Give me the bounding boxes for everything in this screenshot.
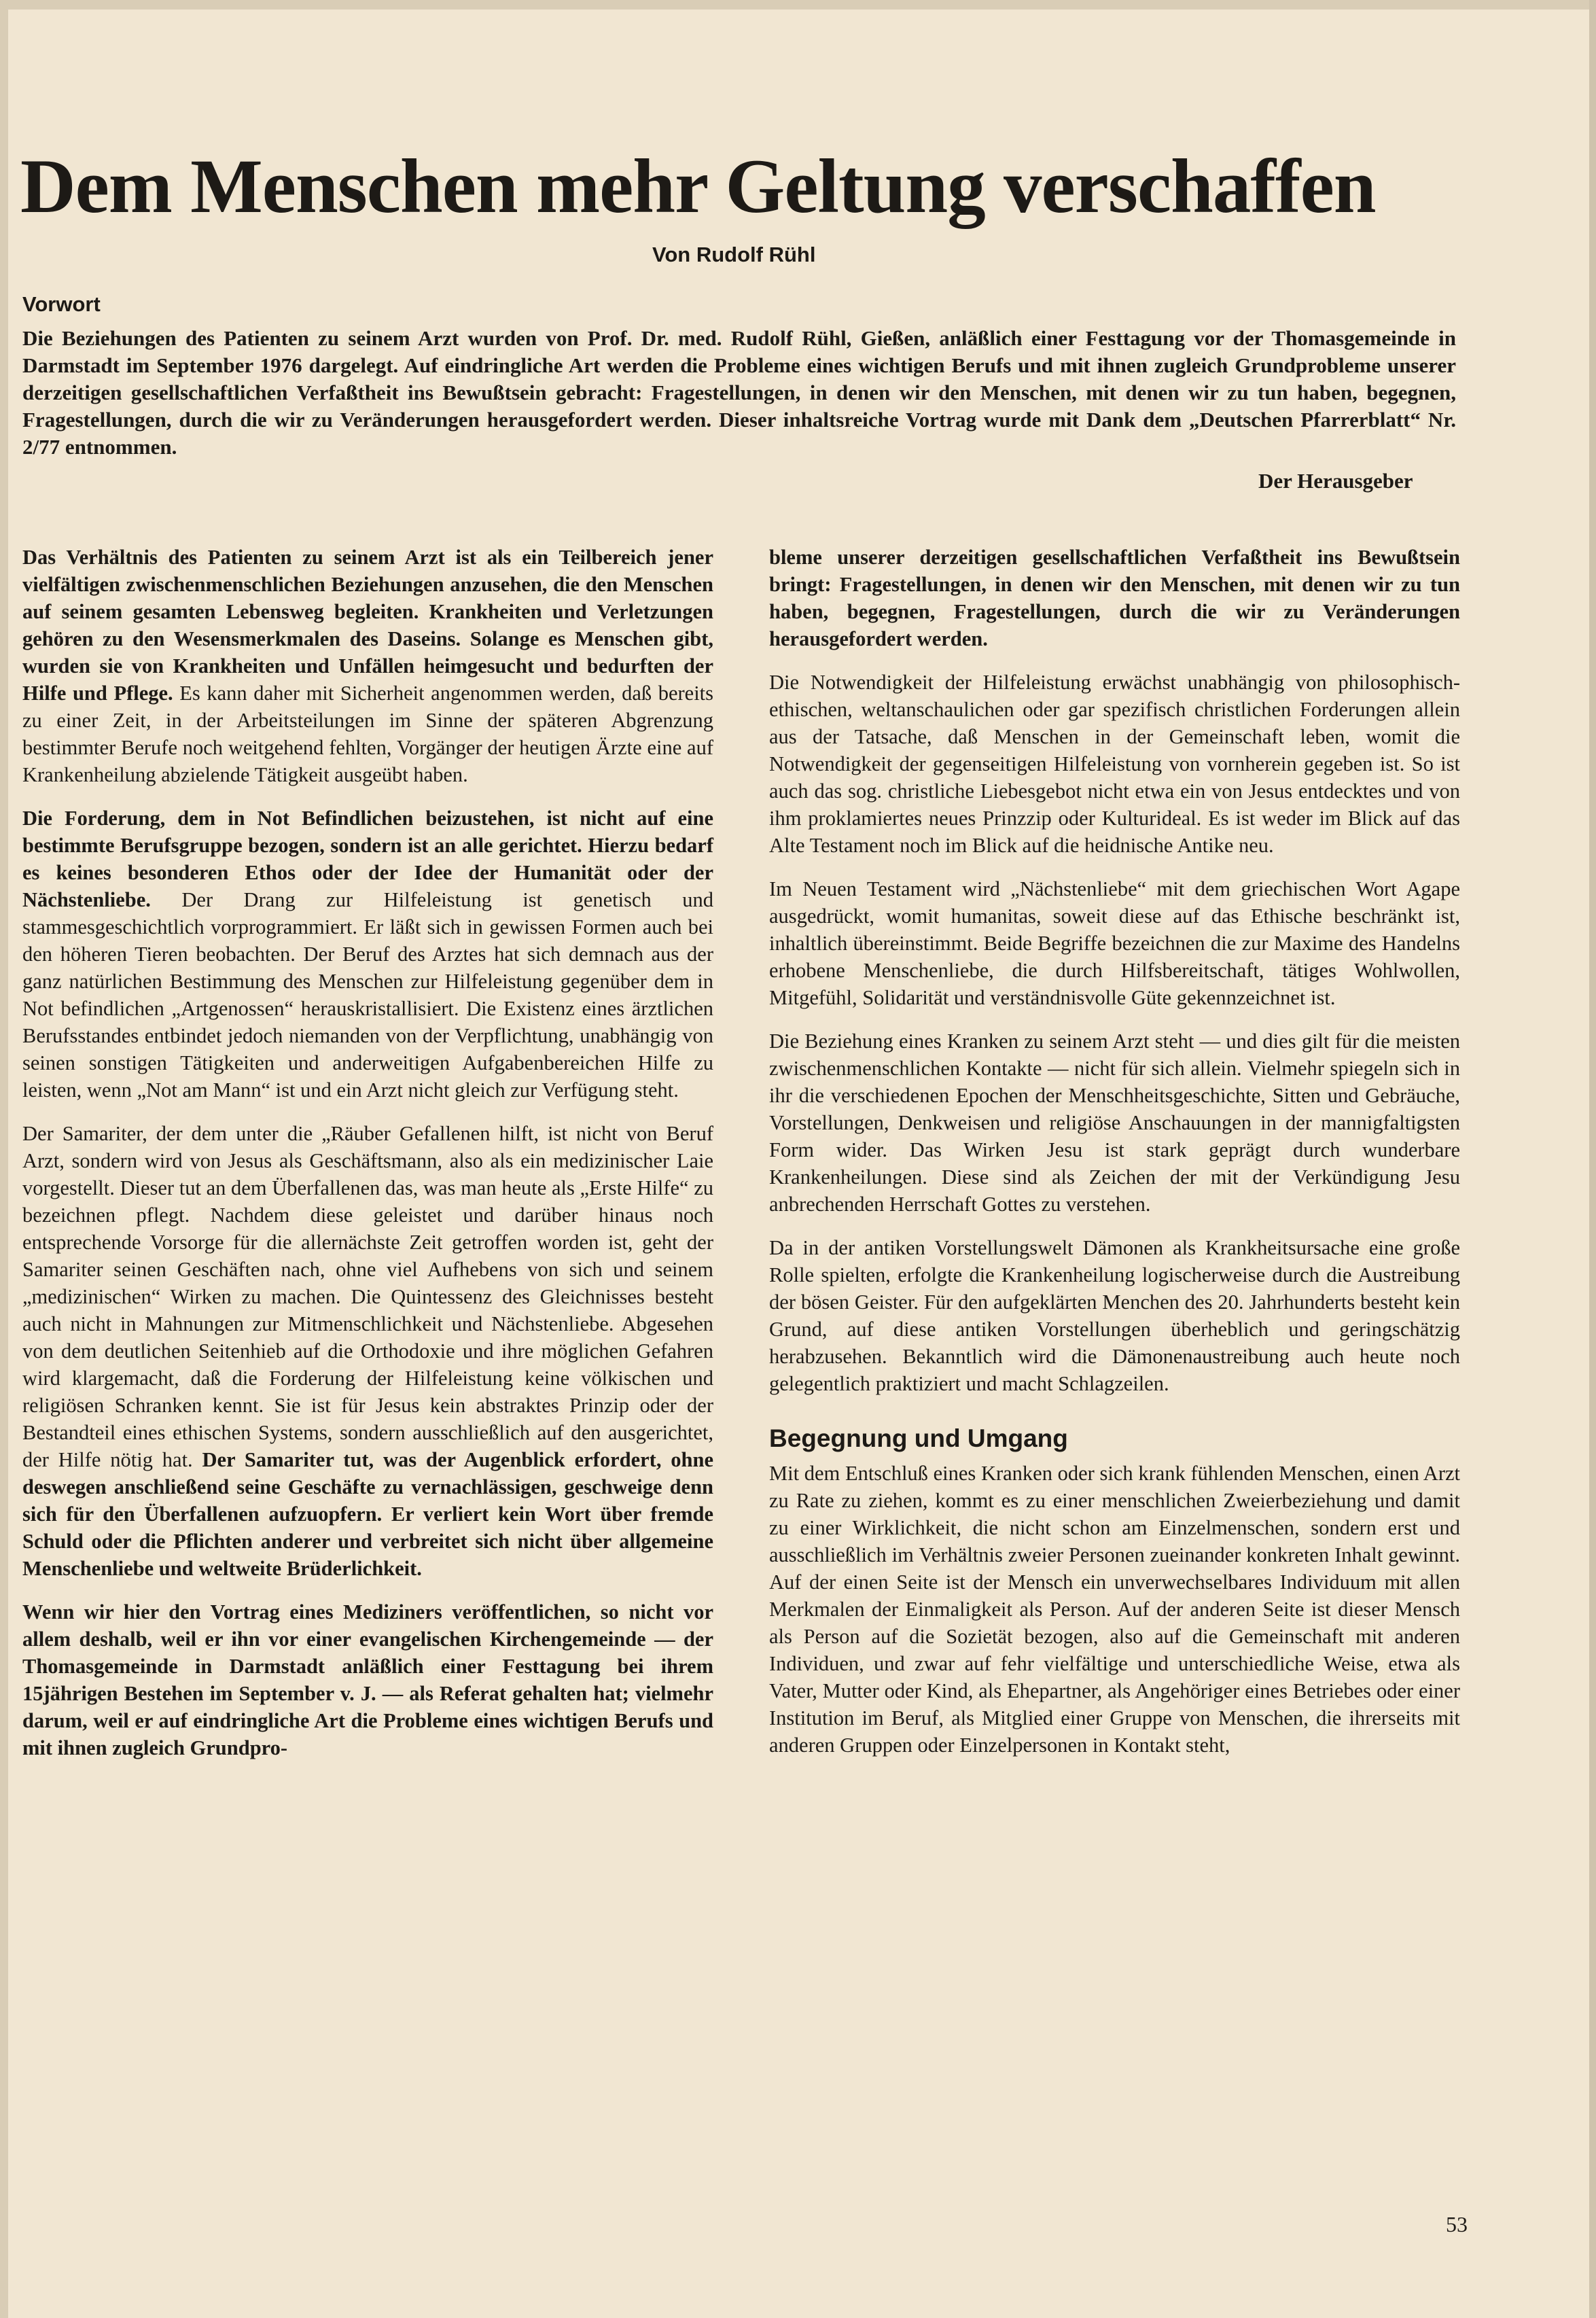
foreword-signature: Der Herausgeber bbox=[1258, 469, 1413, 493]
left-paragraph-1-normal: Es kann daher mit Sicherheit angenommen werden, daß bereits zu einer Zeit, in der Arbeitsteilungen im Sinne der späteren Abgrenzung bestimmter Berufe noch weitgehend fehlten, Vorgänger der heutigen Ärzte eine auf Krankenheilung abzielende Tätigkeit ausgeübt haben. bbox=[22, 682, 714, 786]
right-column bbox=[769, 544, 1460, 1775]
right-paragraph-5: Da in der antiken Vorstellungswelt Dämonen als Krankheitsursache eine große Rolle spielten, erfolgte die Krankenheilung logischerweise durch die Austreibung der bösen Geister. Für den aufgeklärten Menchen des 20. Jahrhunderts besteht kein Grund, auf diese antiken Vorstellungen überheblich und geringschätzig herabzusehen. Bekanntlich wird die Dämonenaustreibung auch heute noch gelegentlich praktiziert und macht Schlagzeilen. bbox=[769, 1236, 1460, 1395]
foreword-text: Die Beziehungen des Patienten zu seinem Arzt wurden von Prof. Dr. med. Rudolf Rühl, Gießen, anläßlich einer Festtagung vor der Thomasgemeinde in Darmstadt im September 1976 dargelegt. Auf eindringliche Art werden die Probleme eines wichtigen Berufs und mit ihnen zugleich Grundprobleme unserer derzeitigen gesellschaftlichen Verfaßtheit ins Bewußtsein gebracht: Fragestellungen, in denen wir den Menschen, mit denen wir zu tun haben, begegnen, Fragestellungen, durch die wir zu Veränderungen herausgefordert werden. Dieser inhaltsreiche Vortrag wurde mit Dank dem „Deutschen Pfarrerblatt“ Nr. 2/77 entnommen. bbox=[22, 326, 1456, 459]
foreword-heading: Vorwort bbox=[22, 292, 101, 316]
right-paragraph-6: Mit dem Entschluß eines Kranken oder sich krank fühlenden Menschen, einen Arzt zu Rate zu ziehen, kommt es zu einer menschlichen Zweierbeziehung und damit zu einer Wirklichkeit, die nicht schon am Einzelmenschen, sondern erst und ausschließlich im Verhältnis zweier Personen zueinander konkreten Inhalt gewinnt. Auf der einen Seite ist der Mensch ein unverwechselbares Individuum mit allen Merkmalen der Einmaligkeit als Person. Auf der anderen Seite ist dieser Mensch als Person auf die Sozietät bezogen, also auf die Gemeinschaft mit anderen Individuen, und zwar auf fehr vielfältige und unterschiedliche Weise, etwa als Vater, Mutter oder Kind, als Ehepartner, als Angehöriger eines Betriebes oder einer Institution im Beruf, als Mitglied einer Gruppe von Menschen, die ihrerseits mit anderen Gruppen oder Einzelpersonen in Kontakt steht, bbox=[769, 1462, 1460, 1757]
page-number: 53 bbox=[1446, 2212, 1468, 2236]
left-paragraph-3 bbox=[22, 1120, 713, 1582]
left-column bbox=[22, 544, 713, 1778]
left-paragraph-3-normal: Der Samariter, der dem unter die „Räuber Gefallenen hilft, ist nicht von Beruf Arzt, sondern wird von Jesus als Geschäftsmann, also als ein medizinischer Laie vorgestellt. Dieser tut an dem Überfallenen das, was man heute als „Erste Hilfe“ zu bezeichnen pflegt. Nachdem diese geleistet und darüber hinaus noch entsprechende Vorsorge für die allernächste Zeit getroffen worden ist, geht der Samariter seinen Geschäften nach, ohne viel Aufhebens von sich und seinem „medizinischen“ Wirken zu machen. Die Quintessenz des Gleichnisses besteht auch nicht in Mahnungen zur Mitmenschlichkeit und Nächstenliebe. Abgesehen von dem deutlichen Seitenhieb auf die Orthodoxie und ihre möglichen Gefahren wird klargemacht, daß die Forderung der Hilfeleistung keine völkischen und religiösen Schranken kennt. Sie ist für Jesus kein abstraktes Prinzip oder der Bestandteil eines ethischen Systems, sondern ausschließlich auf den ausgerichtet, der Hilfe nötig hat. bbox=[22, 1122, 713, 1471]
left-paragraph-1-bold: Das Verhältnis des Patienten zu seinem Arzt ist als ein Teilbereich jener vielfältigen zwischenmenschlichen Beziehungen anzusehen, die den Menschen auf seinem gesamten Lebensweg begleiten. Krankheiten und Verletzungen gehören zu den Wesensmerkmalen des Daseins. Solange es Menschen gibt, wurden sie von Krankheiten und Unfällen heimgesucht und bedurften der Hilfe und Pflege. bbox=[22, 546, 713, 705]
right-paragraph-3: Im Neuen Testament wird „Nächstenliebe“ mit dem griechischen Wort Agape ausgedrückt, womit humanitas, soweit diese auf das Ethische beschränkt ist, inhaltlich übereinstimmt. Beide Begriffe bezeichnen die zur Maxime des Handelns erhobene Menschenliebe, die durch Hilfsbereitschaft, tätiges Wohlwollen, Mitgefühl, Solidarität und verständnisvolle Güte gekennzeichnet ist. bbox=[769, 877, 1460, 1009]
article-byline: Von Rudolf Rühl bbox=[652, 243, 816, 266]
left-paragraph-3-bold: Der Samariter tut, was der Augenblick erfordert, ohne deswegen anschließend seine Geschäfte zu vernachlässigen, geschweige denn sich für den Überfallenen aufzuopfern. Er verliert kein Wort über fremde Schuld oder die Pflichten anderer und verbreitet sich nicht über allgemeine Menschenliebe und weltweite Brüderlichkeit. bbox=[22, 1448, 713, 1580]
right-paragraph-1: bleme unserer derzeitigen gesellschaftlichen Verfaßtheit ins Bewußtsein bringt: Fragestellungen, in denen wir den Menschen, mit denen wir zu tun haben, begegnen, Fragestellungen, durch die wir zu Veränderungen herausgefordert werden. bbox=[769, 546, 1460, 650]
right-paragraph-4: Die Beziehung eines Kranken zu seinem Arzt steht — und dies gilt für die meisten zwischenmenschlichen Kontakte — nicht für sich allein. Vielmehr spiegeln sich in ihr die verschiedenen Epochen der Menschheitsgeschichte, Sitten und Gebräuche, Vorstellungen, Denkweisen und religiöse Anschauungen in der mannigfaltigsten Form wider. Das Wirken Jesu ist stark geprägt durch wunderbare Krankenheilungen. Diese sind als Zeichen der mit der Verkündigung Jesu anbrechenden Herrschaft Gottes zu verstehen. bbox=[769, 1030, 1460, 1216]
left-paragraph-2-bold: Die Forderung, dem in Not Befindlichen beizustehen, ist nicht auf eine bestimmte Berufsgruppe bezogen, sondern ist an alle gerichtet. Hierzu bedarf es keines besonderen Ethos oder der Idee der Humanität oder der Nächstenliebe. bbox=[22, 807, 713, 911]
page-edge-left bbox=[0, 0, 8, 2318]
right-paragraph-2: Die Notwendigkeit der Hilfeleistung erwächst unabhängig von philosophisch-ethischen, weltanschaulichen oder gar spezifisch christlichen Forderungen allein aus der Tatsache, daß Menschen in der Gemeinschaft leben, womit die Notwendigkeit der gegenseitigen Hilfeleistung von vornherein gegeben ist. So ist auch das sog. christliche Liebesgebot nicht etwa ein von Jesus entdecktes und von ihm proklamiertes neues Prinzzip oder Kulturideal. Es ist weder im Blick auf das Alte Testament noch im Blick auf die heidnische Antike neu. bbox=[769, 671, 1460, 857]
article-title: Dem Menschen mehr Geltung verschaffen bbox=[20, 144, 1376, 229]
page-edge-right bbox=[1589, 0, 1596, 2318]
left-paragraph-2-normal: Der Drang zur Hilfeleistung ist genetisch und stammesgeschichtlich vorprogrammiert. Er läßt sich in gewissen Formen auch bei den höheren Tieren beobachten. Der Beruf des Arztes hat sich demnach aus der ganz natürlichen Bestimmung des Menschen zur Hilfeleistung gegenüber dem in Not befindlichen „Artgenossen“ herauskristallisiert. Die Existenz eines ärztlichen Berufsstandes entbindet jedoch niemanden von der Verpflichtung, unabhängig von seinen sonstigen Tätigkeiten und anderweitigen Aufgabenbereichen Hilfe zu leisten, wenn „Not am Mann“ ist und ein Arzt nicht gleich zur Verfügung steht. bbox=[22, 888, 713, 1102]
page-edge-top bbox=[0, 0, 1596, 10]
left-paragraph-4: Wenn wir hier den Vortrag eines Mediziners veröffentlichen, so nicht vor allem deshalb, weil er ihn vor einer evangelischen Kirchengemeinde — der Thomasgemeinde in Darmstadt anläßlich einer Festtagung bei ihrem 15jährigen Bestehen im September v. J. — als Referat gehalten hat; vielmehr darum, weil er auf eindringliche Art die Probleme eines wichtigen Berufs und mit ihnen zugleich Grundpro- bbox=[22, 1600, 713, 1759]
left-paragraph-1 bbox=[22, 544, 713, 788]
left-paragraph-2 bbox=[22, 805, 713, 1104]
section-heading: Begegnung und Umgang bbox=[769, 1424, 1068, 1452]
